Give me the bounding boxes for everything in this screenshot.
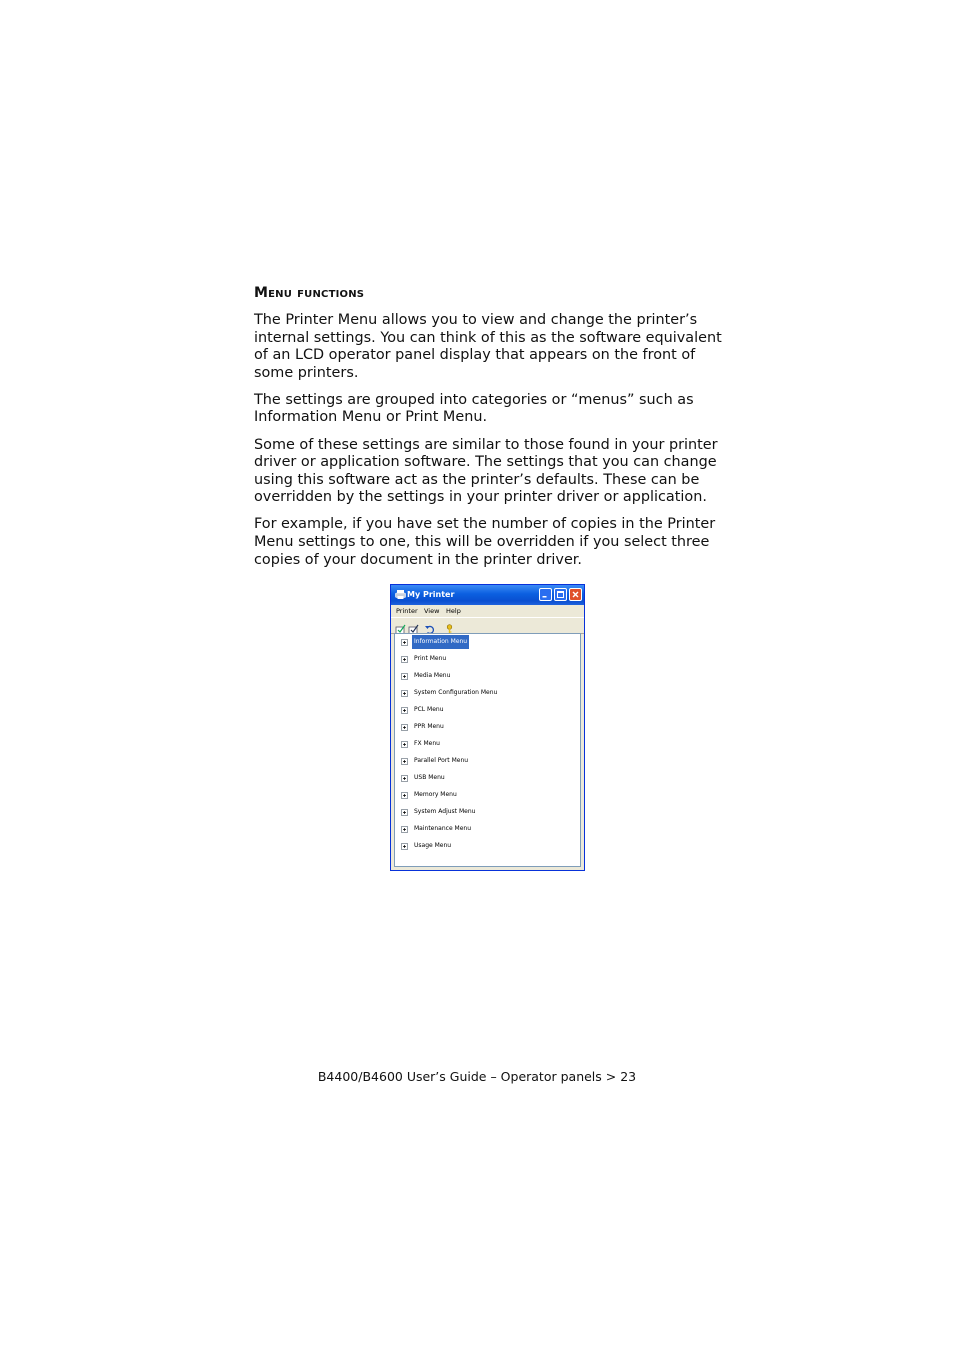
tree-item-label: Memory Menu bbox=[414, 791, 457, 798]
window-title: My Printer bbox=[407, 590, 455, 599]
page-footer: B4400/B4600 User’s Guide – Operator panels > 23 bbox=[317, 1069, 637, 1084]
paragraph: The settings are grouped into categories or “menus” such as Information Menu or Print Menu. bbox=[254, 391, 694, 426]
tree-item-label: System Adjust Menu bbox=[414, 808, 476, 815]
menu-view[interactable]: View bbox=[424, 607, 440, 615]
expand-icon[interactable] bbox=[401, 826, 408, 833]
expand-icon[interactable] bbox=[401, 724, 408, 731]
tree-item-label: Media Menu bbox=[414, 672, 451, 679]
expand-icon[interactable] bbox=[401, 673, 408, 680]
tree-item-label: PPR Menu bbox=[414, 723, 444, 730]
menu-help[interactable]: Help bbox=[446, 607, 461, 615]
expand-icon[interactable] bbox=[401, 792, 408, 799]
tree-item-label: Information Menu bbox=[412, 635, 469, 649]
printer-icon bbox=[395, 589, 406, 600]
check-read-icon[interactable] bbox=[408, 620, 419, 631]
menu-bar bbox=[391, 605, 584, 617]
tree-item-label: Print Menu bbox=[414, 655, 447, 662]
menu-printer[interactable]: Printer bbox=[396, 607, 418, 615]
maximize-button[interactable] bbox=[554, 588, 567, 601]
tree-item-label: USB Menu bbox=[414, 774, 445, 781]
minimize-button[interactable] bbox=[539, 588, 552, 601]
section-heading: Menu functions bbox=[254, 285, 365, 301]
expand-icon[interactable] bbox=[401, 809, 408, 816]
expand-icon[interactable] bbox=[401, 656, 408, 663]
printer-menu-window bbox=[390, 584, 585, 871]
tree-item-label: Parallel Port Menu bbox=[414, 757, 469, 764]
expand-icon[interactable] bbox=[401, 690, 408, 697]
expand-icon[interactable] bbox=[401, 843, 408, 850]
paragraph: For example, if you have set the number of copies in the Printer Menu settings to one, this will be overridden if you select three copies of your document in the printer driver. bbox=[254, 516, 716, 568]
title-bar[interactable] bbox=[391, 585, 584, 605]
menu-tree bbox=[394, 633, 581, 867]
expand-icon[interactable] bbox=[401, 758, 408, 765]
undo-icon[interactable] bbox=[424, 620, 435, 631]
paragraph: The Printer Menu allows you to view and change the printer’s internal settings. You can think of this as the software equivalent of an LCD operator panel display that appears on the front of some printers. bbox=[254, 312, 722, 381]
toolbar bbox=[391, 617, 584, 634]
tree-item-label: System Configuration Menu bbox=[414, 689, 498, 696]
tree-item-label: Usage Menu bbox=[414, 842, 452, 849]
expand-icon[interactable] bbox=[401, 639, 408, 646]
check-write-icon[interactable] bbox=[395, 620, 406, 631]
expand-icon[interactable] bbox=[401, 707, 408, 714]
key-icon[interactable] bbox=[444, 620, 455, 631]
expand-icon[interactable] bbox=[401, 741, 408, 748]
close-button[interactable] bbox=[569, 588, 582, 601]
tree-item-label: Maintenance Menu bbox=[414, 825, 472, 832]
expand-icon[interactable] bbox=[401, 775, 408, 782]
body-text bbox=[254, 312, 724, 579]
tree-item-label: PCL Menu bbox=[414, 706, 444, 713]
paragraph: Some of these settings are similar to those found in your printer driver or application software. The settings that you can change using this software act as the printer’s defaults. These can be overridden by the settings in your printer driver or application. bbox=[254, 436, 718, 506]
tree-item-label: FX Menu bbox=[414, 740, 440, 747]
